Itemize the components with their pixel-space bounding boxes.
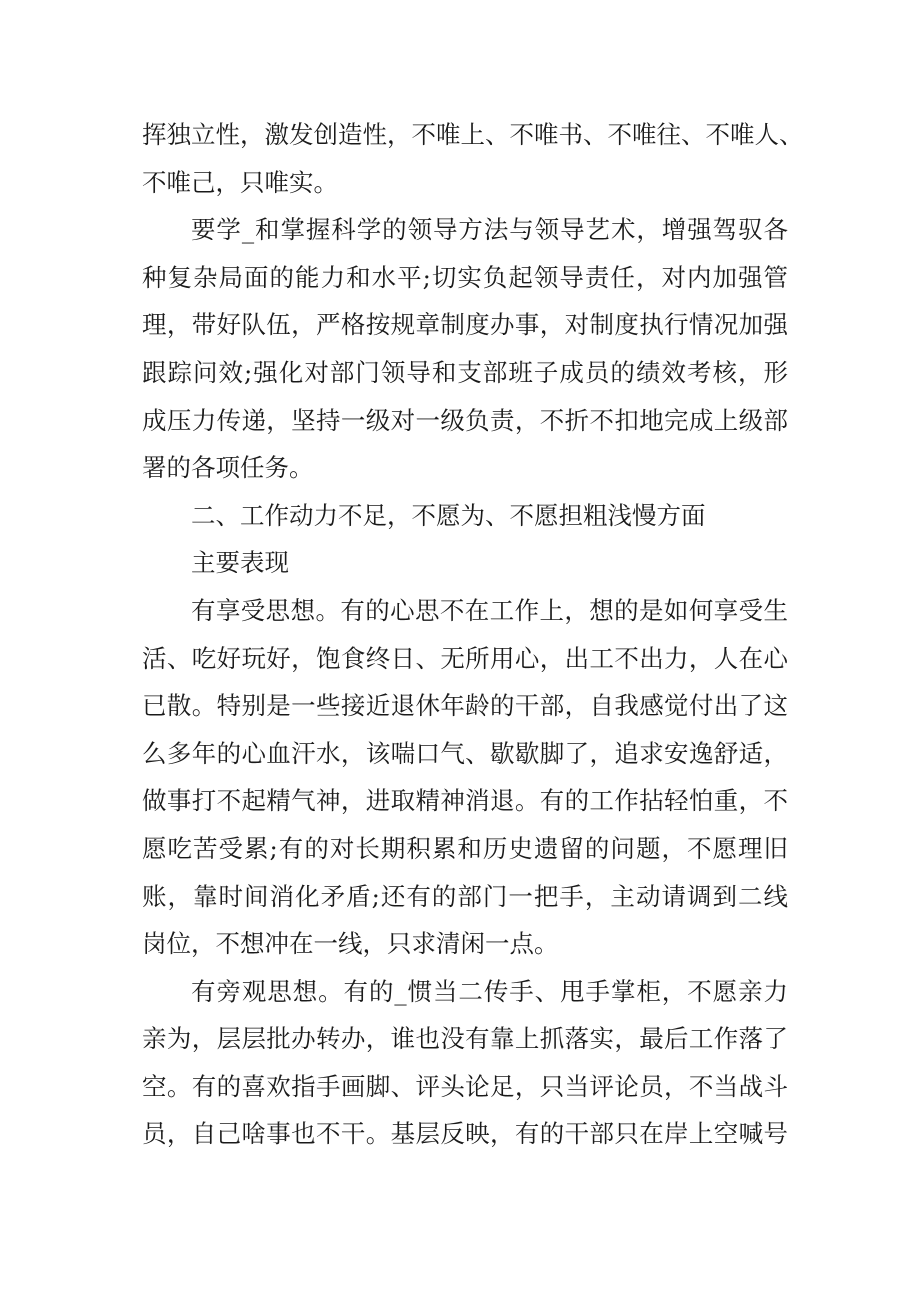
text-line: 空。有的喜欢指手画脚、评头论足，只当评论员，不当战斗: [142, 1071, 788, 1101]
text-line: 愿吃苦受累;有的对长期积累和历史遗留的问题，不愿理旧: [142, 833, 788, 863]
paragraph-2: [142, 206, 788, 492]
text-line: 亲为，层层批办转办，谁也没有靠上抓落实，最后工作落了: [142, 1024, 788, 1054]
text-line: 要学_和掌握科学的领导方法与领导艺术，增强驾驭各: [191, 215, 788, 245]
text-line: 做事打不起精气神，进取精神消退。有的工作拈轻怕重，不: [142, 786, 788, 816]
text-line: 岗位，不想冲在一线，只求清闲一点。: [142, 929, 559, 959]
text-line: 有旁观思想。有的_惯当二传手、甩手掌柜，不愿亲力: [191, 976, 788, 1006]
text-line: 署的各项任务。: [142, 453, 314, 483]
paragraph-4: [142, 968, 788, 1158]
text-line: 理，带好队伍，严格按规章制度办事，对制度执行情况加强: [142, 310, 788, 340]
text-line: 不唯己，只唯实。: [142, 167, 338, 197]
text-line: 活、吃好玩好，饱食终日、无所用心，出工不出力，人在心: [142, 643, 788, 673]
paragraph-3: [142, 587, 788, 968]
text-line: 有享受思想。有的心思不在工作上，想的是如何享受生: [191, 595, 788, 625]
subheading: [142, 539, 788, 587]
section-heading: [142, 492, 788, 540]
text-line: 员，自己啥事也不干。基层反映，有的干部只在岸上空喊号: [142, 1119, 788, 1149]
text-line: 么多年的心血汗水，该喘口气、歇歇脚了，追求安逸舒适，: [142, 738, 788, 768]
text-line: 账，靠时间消化矛盾;还有的部门一把手，主动请调到二线: [142, 881, 788, 911]
document-body: [142, 111, 804, 1158]
text-line: 挥独立性，激发创造性，不唯上、不唯书、不唯往、不唯人、: [142, 120, 804, 149]
text-line: 成压力传递，坚持一级对一级负责，不折不扣地完成上级部: [142, 405, 788, 435]
subheading-text: 主要表现: [191, 548, 289, 578]
paragraph-1: [142, 111, 804, 206]
text-line: 种复杂局面的能力和水平;切实负起领导责任，对内加强管: [142, 262, 788, 292]
heading-text: 二、工作动力不足，不愿为、不愿担粗浅慢方面: [191, 500, 706, 530]
text-line: 跟踪问效;强化对部门领导和支部班子成员的绩效考核，形: [142, 357, 788, 387]
text-line: 已散。特别是一些接近退休年龄的干部，自我感觉付出了这: [142, 691, 788, 721]
